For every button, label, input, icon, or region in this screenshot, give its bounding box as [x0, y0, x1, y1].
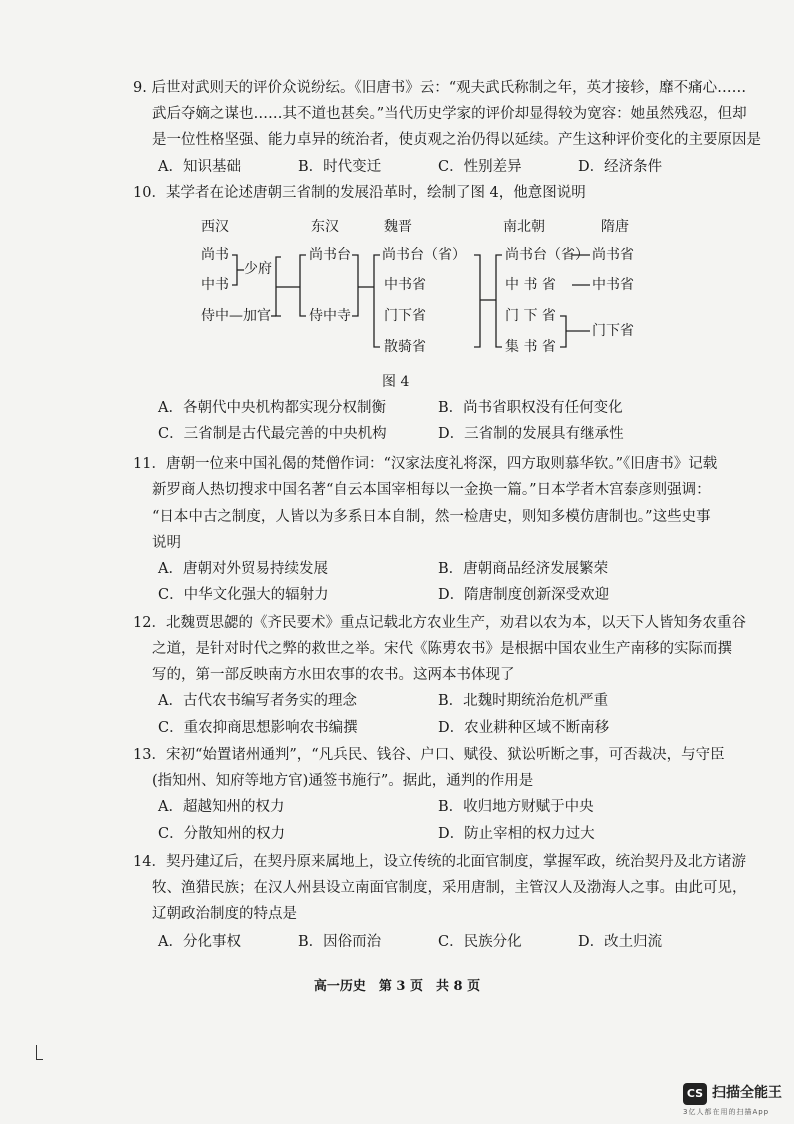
suitang-shangshusheng: 尚书省: [592, 247, 634, 263]
donghan-shangshutai: 尚书台: [309, 247, 351, 263]
xihan-shizhong: 侍中—加官: [201, 308, 271, 324]
corner-mark: [36, 1045, 43, 1060]
q13-option-a: A．超越知州的权力: [158, 799, 285, 815]
suitang-menxiasheng: 门下省: [592, 323, 634, 339]
q9-line-1: 9. 后世对武则天的评价众说纷纭。《旧唐书》云：“观夫武氏称制之年，英才接轸，靡不痛心……: [133, 80, 747, 96]
q13-line-2: (指知州、知府等地方官)通签书施行”。据此，通判的作用是: [152, 773, 534, 789]
camscanner-tagline: 3亿人都在用的扫描App: [683, 1108, 770, 1116]
q14-option-b: B．因俗而治: [298, 934, 382, 950]
xihan-shaofu: 少府: [244, 261, 272, 277]
q14-option-c: C．民族分化: [438, 934, 522, 950]
q10-option-b: B．尚书省职权没有任何变化: [438, 400, 623, 416]
suitang-zhongshusheng: 中书省: [592, 277, 634, 293]
q12-option-a: A．古代农书编写者务实的理念: [158, 693, 357, 709]
q12-line-2: 之道，是针对时代之弊的救世之举。宋代《陈旉农书》是根据中国农业生产南移的实际而撰: [152, 641, 732, 657]
q13-option-c: C．分散知州的权力: [158, 826, 286, 842]
q11-line-2: 新罗商人热切搜求中国名著“自云本国宰相每以一金换一篇。”日本学者木宫泰彦则强调：: [152, 482, 711, 498]
header-nanbeichao: 南北朝: [503, 219, 545, 235]
camscanner-logo-icon: CS: [683, 1083, 707, 1105]
q10-option-d: D．三省制的发展具有继承性: [438, 426, 624, 442]
header-xihan: 西汉: [201, 219, 229, 235]
q10-option-c: C．三省制是古代最完善的中央机构: [158, 426, 387, 442]
header-suitang: 隋唐: [601, 219, 629, 235]
q12-option-c: C．重农抑商思想影响农书编撰: [158, 720, 358, 736]
q11-option-c: C．中华文化强大的辐射力: [158, 587, 329, 603]
q9-option-d: D．经济条件: [578, 159, 663, 175]
donghan-shizhongsi: 侍中寺: [309, 308, 351, 324]
q14-option-d: D．改土归流: [578, 934, 663, 950]
nanbei-shangshutai: 尚书台（省）: [505, 247, 589, 263]
q12-option-b: B．北魏时期统治危机严重: [438, 693, 609, 709]
xihan-shangshu: 尚书: [201, 247, 229, 263]
q12-line-1: 12．北魏贾思勰的《齐民要术》重点记载北方农业生产，劝君以农为本，以天下人皆知务农重谷: [133, 615, 746, 631]
q12-option-d: D．农业耕种区域不断南移: [438, 720, 610, 736]
q9-option-a: A．知识基础: [158, 159, 241, 175]
figure-caption: 图 4: [382, 374, 410, 390]
q9-option-c: C．性别差异: [438, 159, 522, 175]
weijin-sanqisheng: 散骑省: [384, 339, 426, 355]
weijin-shangshutai: 尚书台（省）: [382, 247, 466, 263]
q9-line-3: 是一位性格坚强、能力卓异的统治者，使贞观之治仍得以延续。产生这种评价变化的主要原因是: [152, 132, 761, 148]
q10-stem: 10．某学者在论述唐朝三省制的发展沿革时，绘制了图 4，他意图说明: [133, 185, 586, 201]
nanbei-jishusheng: 集 书 省: [505, 339, 556, 355]
header-donghan: 东汉: [311, 219, 339, 235]
q11-line-4: 说明: [152, 535, 181, 551]
nanbei-zhongshusheng: 中 书 省: [505, 277, 556, 293]
q14-option-a: A．分化事权: [158, 934, 241, 950]
q13-option-d: D．防止宰相的权力过大: [438, 826, 595, 842]
weijin-menxiasheng: 门下省: [384, 308, 426, 324]
xihan-zhongshu: 中书: [201, 277, 229, 293]
header-weijin: 魏晋: [384, 219, 412, 235]
q11-option-a: A．唐朝对外贸易持续发展: [158, 561, 328, 577]
camscanner-name: 扫描全能王: [712, 1085, 782, 1101]
q13-line-1: 13．宋初“始置诸州通判”，“凡兵民、钱谷、户口、赋役、狱讼听断之事，可否裁决，与守臣: [133, 747, 725, 763]
nanbei-menxiasheng: 门 下 省: [505, 308, 556, 324]
q11-option-d: D．隋唐制度创新深受欢迎: [438, 587, 610, 603]
page-footer: 高一历史 第 3 页 共 8 页: [313, 979, 481, 994]
weijin-zhongshusheng: 中书省: [384, 277, 426, 293]
q12-line-3: 写的，第一部反映南方水田农事的农书。这两本书体现了: [152, 667, 515, 683]
q9-line-2: 武后夺嫡之谋也……其不道也甚矣。”当代历史学家的评价却显得较为宽容：她虽然残忍，但却: [152, 106, 747, 122]
q14-line-1: 14．契丹建辽后，在契丹原来属地上，设立传统的北面官制度，掌握军政，统治契丹及北方诸游: [133, 854, 746, 870]
q11-option-b: B．唐朝商品经济发展繁荣: [438, 561, 609, 577]
q11-line-1: 11．唐朝一位来中国礼偈的梵僧作词：“汉家法度礼将深，四方取则慕华钦。”《旧唐书》记载: [133, 456, 718, 472]
q14-line-2: 牧、渔猎民族；在汉人州县设立南面官制度，采用唐制，主管汉人及渤海人之事。由此可见，: [152, 880, 747, 896]
q10-option-a: A．各朝代中央机构都实现分权制衡: [158, 400, 386, 416]
q14-line-3: 辽朝政治制度的特点是: [152, 906, 297, 922]
q9-option-b: B．时代变迁: [298, 159, 382, 175]
q13-option-b: B．收归地方财赋于中央: [438, 799, 594, 815]
q11-line-3: “日本中古之制度，人皆以为多系日本自制，然一检唐史，则知多模仿唐制也。”这些史事: [152, 509, 711, 525]
